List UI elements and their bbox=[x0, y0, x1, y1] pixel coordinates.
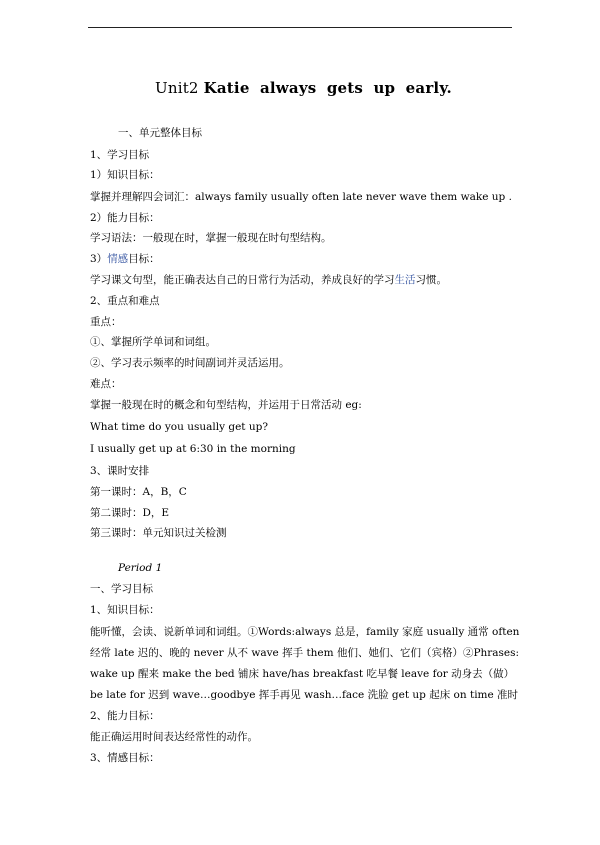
example-answer: I usually get up at 6:30 in the morning bbox=[90, 443, 296, 455]
period-1-knowledge-label: 1、知识目标： bbox=[90, 604, 160, 616]
vocab-line-4: be late for 迟到 wave…goodbye 挥手再见 wash…face 洗脸 get up 起床 on time 准时 bbox=[90, 689, 519, 701]
period-2-plan: 第二课时：D，E bbox=[90, 507, 170, 519]
key-points-label: 重点： bbox=[90, 316, 122, 328]
ability-goal-label: 2）能力目标： bbox=[90, 212, 160, 224]
period-1-ability-text: 能正确运用时间表达经常性的动作。 bbox=[90, 731, 258, 743]
knowledge-goal-label: 1）知识目标： bbox=[90, 169, 160, 181]
section-heading: 一、单元整体目标 bbox=[118, 127, 202, 139]
title-prefix: Unit2 bbox=[155, 79, 199, 97]
emotion-goal-text bbox=[90, 273, 447, 287]
key-point-1: ①、掌握所学单词和词组。 bbox=[90, 336, 216, 348]
learning-goals-heading: 1、学习目标 bbox=[90, 149, 150, 161]
period-1-goals-heading: 一、学习目标 bbox=[90, 583, 153, 595]
title-main: Katie always gets up early. bbox=[203, 79, 452, 97]
difficult-text: 掌握一般现在时的概念和句型结构，并运用于日常活动 eg: bbox=[90, 399, 362, 411]
period-1-ability-label: 2、能力目标： bbox=[90, 710, 160, 722]
emotion-text-a: 学习课文句型，能正确表达自己的日常行为活动，养成良好的学习 bbox=[90, 274, 395, 286]
vocab-line-1: 能听懂，会读、说新单词和词组。①Words:always 总是，family 家庭 usually 通常 often bbox=[90, 626, 520, 638]
header-rule bbox=[88, 27, 512, 28]
emotion-goal-label bbox=[90, 252, 160, 266]
difficult-label: 难点： bbox=[90, 378, 122, 390]
vocab-line-3: wake up 醒来 make the bed 铺床 have/has breakfast 吃早餐 leave for 动身去（做） bbox=[90, 668, 515, 680]
knowledge-goal-text: 掌握并理解四会词汇：always family usually often late never wave them wake up . bbox=[90, 191, 512, 203]
lesson-schedule-heading: 3、课时安排 bbox=[90, 465, 150, 477]
life-link[interactable]: 生活 bbox=[394, 274, 416, 286]
ability-goal-text: 学习语法：一般现在时，掌握一般现在时句型结构。 bbox=[90, 232, 332, 244]
period-1-plan: 第一课时：A，B，C bbox=[90, 486, 187, 498]
key-point-2: ②、学习表示频率的时间副词并灵活运用。 bbox=[90, 357, 290, 369]
period-3-plan: 第三课时：单元知识过关检测 bbox=[90, 527, 227, 539]
emotion-label-suffix: 目标： bbox=[128, 253, 160, 265]
example-question: What time do you usually get up? bbox=[90, 421, 268, 433]
period-1-emotion-label: 3、情感目标： bbox=[90, 752, 160, 764]
page-title bbox=[155, 79, 452, 97]
vocab-line-2: 经常 late 迟的、晚的 never 从不 wave 挥手 them 他们、她们、它们（宾格）②Phrases: bbox=[90, 647, 520, 659]
emotion-label-prefix: 3） bbox=[90, 253, 108, 265]
period-1-heading: Period 1 bbox=[118, 562, 163, 574]
emotion-text-b: 习惯。 bbox=[415, 274, 447, 286]
emotion-link[interactable]: 情感 bbox=[107, 253, 129, 265]
key-difficult-heading: 2、重点和难点 bbox=[90, 295, 160, 307]
